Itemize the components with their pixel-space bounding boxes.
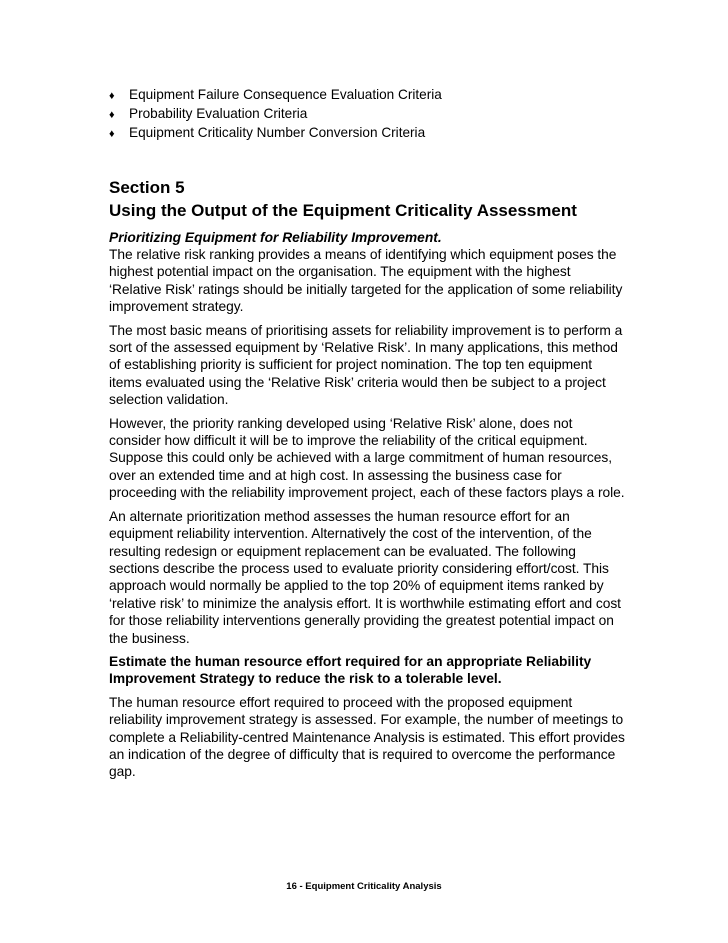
body-paragraph: The human resource effort required to proceed with the proposed equipment reliability improvement strategy is assessed. For example, the number of meetings to complete a Reliability-centred Maintenance Analysis is estimated. This effort provides an indication of the degree of difficulty that is required to overcome the performance gap. — [109, 694, 625, 780]
bullet-item — [109, 105, 625, 124]
diamond-bullet-icon: ♦ — [109, 109, 115, 121]
section-heading — [109, 176, 625, 222]
criteria-bullet-list — [109, 86, 625, 143]
bullet-item-text: Equipment Failure Consequence Evaluation Criteria — [129, 87, 442, 102]
body-paragraph: The relative risk ranking provides a means of identifying which equipment poses the highest potential impact on the organisation. The equipment with the highest ‘Relative Risk’ ratings should be initially targeted for the application of some reliability improvement strategy. — [109, 247, 623, 315]
body-paragraph: An alternate prioritization method assesses the human resource effort for an equipment reliability intervention. Alternatively the cost of the intervention, of the resulting redesign or equipment replacement can be evaluated. The following sections describe the process used to evaluate priority considering effort/cost. This approach would normally be applied to the top 20% of equipment items ranked by ‘relative risk’ to minimize the analysis effort. It is worthwhile estimating effort and cost for those reliability interventions generally providing the greatest potential impact on the business. — [109, 508, 621, 646]
bullet-item — [109, 124, 625, 143]
bullet-item-text: Probability Evaluation Criteria — [129, 106, 308, 121]
page-content — [109, 86, 625, 787]
page-footer: 16 - Equipment Criticality Analysis — [286, 881, 442, 892]
bullet-item-text: Equipment Criticality Number Conversion Criteria — [129, 125, 426, 140]
section-number: Section 5 — [109, 178, 185, 197]
bullet-item — [109, 86, 625, 105]
body-paragraph: The most basic means of prioritising assets for reliability improvement is to perform a sort of the assessed equipment by ‘Relative Risk’. In many applications, this method of establishing priority is sufficient for project nomination. The top ten equipment items evaluated using the ‘Relative Risk’ criteria would then be subject to a project selection validation. — [109, 322, 623, 408]
bold-heading: Estimate the human resource effort required for an appropriate Reliability Improvement Strategy to reduce the risk to a tolerable level. — [109, 653, 592, 687]
section-title: Using the Output of the Equipment Criticality Assessment — [109, 201, 577, 220]
diamond-bullet-icon: ♦ — [109, 128, 115, 140]
body-paragraph: However, the priority ranking developed using ‘Relative Risk’ alone, does not consider how difficult it will be to improve the reliability of the critical equipment. Suppose this could only be achieved with a large commitment of human resources, over an extended time and at high cost. In assessing the business case for proceeding with the reliability improvement project, each of these factors plays a role. — [109, 415, 625, 501]
subheading: Prioritizing Equipment for Reliability Improvement. — [109, 230, 442, 245]
diamond-bullet-icon: ♦ — [109, 90, 115, 102]
